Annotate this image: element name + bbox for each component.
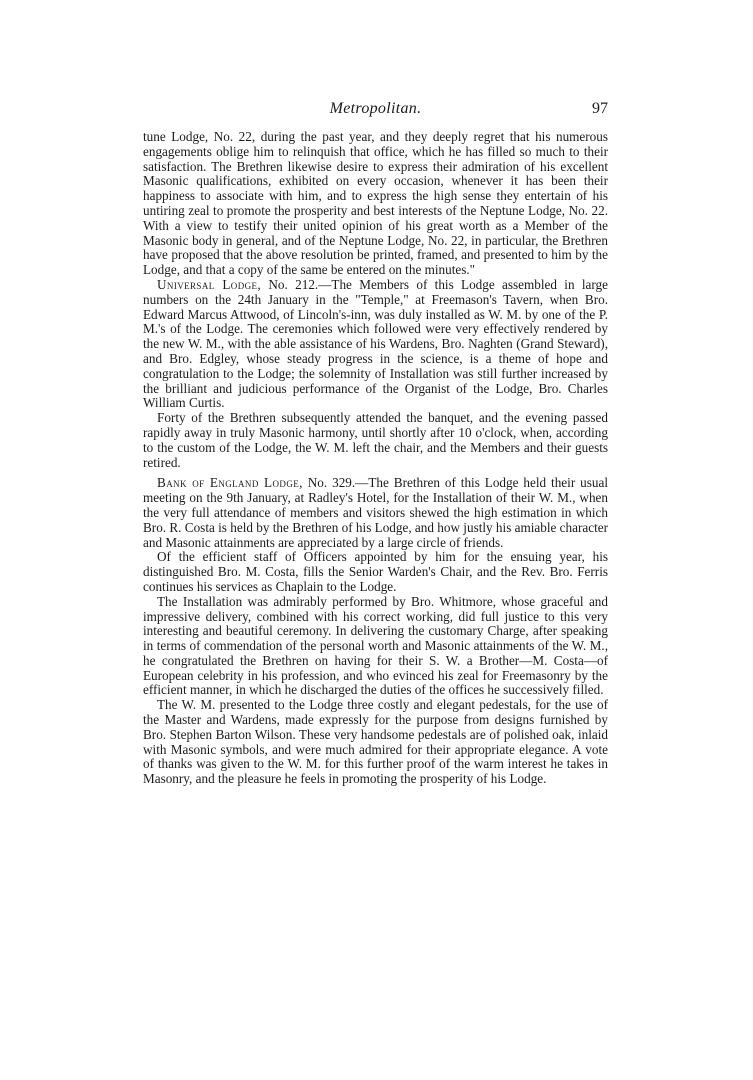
book-page xyxy=(143,100,608,787)
paragraph-installation xyxy=(143,595,608,699)
paragraph-banquet xyxy=(143,411,608,470)
paragraph-text: Forty of the Brethren subsequently attended the banquet, and the evening passed rapidly away in truly Masonic harmony, until shortly after 10 o'clock, when, according to the custom of the Lodge, the W. M. left the chair, and the Members and their guests retired. xyxy=(143,410,608,470)
paragraph-pedestals xyxy=(143,698,608,787)
paragraph-text: Of the efficient staff of Officers appointed by him for the ensuing year, his distinguished Bro. M. Costa, fills the Senior Warden's Chair, and the Rev. Bro. Ferris continues his services as Chaplain to the Lodge. xyxy=(143,549,608,594)
paragraph-officers xyxy=(143,550,608,594)
paragraph-bank-of-england-lodge xyxy=(143,476,608,550)
lodge-name-heading: Universal Lodge, xyxy=(157,276,262,292)
article-body xyxy=(143,130,608,787)
paragraph-neptune-resolution xyxy=(143,130,608,278)
paragraph-text: tune Lodge, No. 22, during the past year, and they deeply regret that his numerous engagements oblige him to relinquish that office, which he has filled so much to their satisfaction. The Brethren likewise desire to express their admiration of his excellent Masonic qualifications, exhibited on every occasion, whenever it has been their happiness to associate with him, and to express the high sense they entertain of his untiring zeal to promote the prosperity and best interests of the Neptune Lodge, No. 22. With a view to testify their united opinion of his great worth as a Member of the Masonic body in general, and of the Neptune Lodge, No. 22, in particular, the Brethren have proposed that the above resolution be printed, framed, and presented to him by the Lodge, and that a copy of the same be entered on the minutes." xyxy=(143,129,608,278)
page-header xyxy=(143,100,608,130)
paragraph-text: No. 329.—The Brethren of this Lodge held their usual meeting on the 9th January, at Radley's Hotel, for the Installation of their W. M., when the very full attendance of members and visitors shewed the high estimation in which Bro. R. Costa is held by the Brethren of his Lodge, and how justly his amiable character and Masonic attainments are appreciated by a large circle of friends. xyxy=(143,475,608,550)
paragraph-text: No. 212.—The Members of this Lodge assembled in large numbers on the 24th January in the "Temple," at Freemason's Tavern, when Bro. Edward Marcus Attwood, of Lincoln's-inn, was duly installed as W. M. by one of the P. M.'s of the Lodge. The ceremonies which followed were very effectively rendered by the new W. M., with the able assistance of his Wardens, Bro. Naghten (Grand Steward), and Bro. Edgley, whose steady progress in the science, is a theme of hope and congratulation to the Lodge; the solemnity of Installation was still further increased by the brilliant and judicious performance of the Organist of the Lodge, Bro. Charles William Curtis. xyxy=(143,276,608,411)
running-head: Metropolitan. xyxy=(329,100,422,117)
paragraph-universal-lodge xyxy=(143,278,608,411)
lodge-name-heading: Bank of England Lodge, xyxy=(157,475,303,491)
paragraph-text: The W. M. presented to the Lodge three costly and elegant pedestals, for the use of the Master and Wardens, made expressly for the purpose from designs furnished by Bro. Stephen Barton Wilson. These very handsome pedestals are of polished oak, inlaid with Masonic symbols, and were much admired for their appropriate elegance. A vote of thanks was given to the W. M. for this further proof of the warm interest he takes in Masonry, and the pleasure he feels in promoting the prosperity of his Lodge. xyxy=(143,697,608,787)
page-number: 97 xyxy=(592,100,608,117)
paragraph-text: The Installation was admirably performed by Bro. Whitmore, whose graceful and impressive delivery, combined with his correct working, did full justice to this very interesting and beautiful ceremony. In delivering the customary Charge, after speaking in terms of commendation of the personal worth and Masonic attainments of the W. M., he congratulated the Brethren on having for their S. W. a Brother—M. Costa—of European celebrity in his profession, and who evinced his zeal for Freemasonry by the efficient manner, in which he discharged the duties of the offices he successively filled. xyxy=(143,593,608,698)
